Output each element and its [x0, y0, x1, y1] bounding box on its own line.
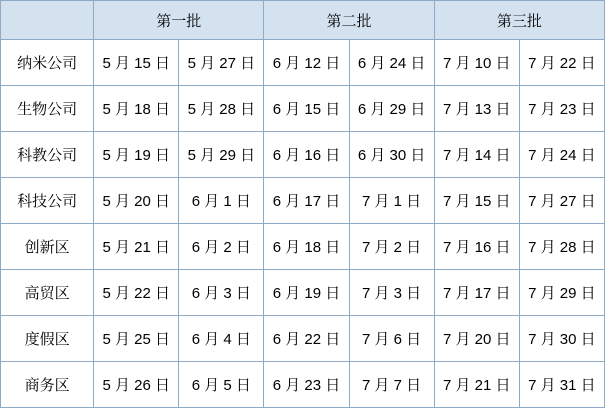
date-cell: 5 月 15 日	[94, 40, 179, 86]
date-cell: 6 月 12 日	[264, 40, 349, 86]
date-cell: 7 月 24 日	[519, 132, 604, 178]
date-cell: 7 月 16 日	[434, 224, 519, 270]
date-cell: 7 月 17 日	[434, 270, 519, 316]
table-row	[1, 86, 605, 132]
date-cell: 5 月 25 日	[94, 316, 179, 362]
date-cell: 7 月 7 日	[349, 362, 434, 408]
table-row	[1, 270, 605, 316]
date-cell: 7 月 13 日	[434, 86, 519, 132]
date-cell: 6 月 22 日	[264, 316, 349, 362]
date-cell: 5 月 29 日	[179, 132, 264, 178]
table-header-row	[1, 1, 605, 40]
date-cell: 5 月 26 日	[94, 362, 179, 408]
date-cell: 5 月 22 日	[94, 270, 179, 316]
date-cell: 5 月 18 日	[94, 86, 179, 132]
table-corner-cell	[1, 1, 94, 40]
date-cell: 7 月 31 日	[519, 362, 604, 408]
date-cell: 7 月 1 日	[349, 178, 434, 224]
date-cell: 7 月 6 日	[349, 316, 434, 362]
row-label: 商务区	[1, 362, 94, 408]
table-row	[1, 178, 605, 224]
date-cell: 7 月 27 日	[519, 178, 604, 224]
date-cell: 7 月 14 日	[434, 132, 519, 178]
table-row	[1, 224, 605, 270]
date-cell: 5 月 28 日	[179, 86, 264, 132]
date-cell: 6 月 15 日	[264, 86, 349, 132]
row-label: 科教公司	[1, 132, 94, 178]
table-row	[1, 362, 605, 408]
date-cell: 6 月 24 日	[349, 40, 434, 86]
date-cell: 6 月 17 日	[264, 178, 349, 224]
group-header-batch-3: 第三批	[434, 1, 604, 40]
row-label: 生物公司	[1, 86, 94, 132]
date-cell: 7 月 10 日	[434, 40, 519, 86]
date-cell: 6 月 16 日	[264, 132, 349, 178]
row-label: 度假区	[1, 316, 94, 362]
row-label: 高贸区	[1, 270, 94, 316]
date-cell: 7 月 3 日	[349, 270, 434, 316]
table-row	[1, 316, 605, 362]
date-cell: 6 月 23 日	[264, 362, 349, 408]
date-cell: 5 月 21 日	[94, 224, 179, 270]
date-cell: 6 月 4 日	[179, 316, 264, 362]
date-cell: 7 月 28 日	[519, 224, 604, 270]
date-cell: 7 月 2 日	[349, 224, 434, 270]
date-cell: 6 月 19 日	[264, 270, 349, 316]
date-cell: 6 月 1 日	[179, 178, 264, 224]
row-label: 纳米公司	[1, 40, 94, 86]
date-cell: 7 月 22 日	[519, 40, 604, 86]
row-label: 创新区	[1, 224, 94, 270]
date-cell: 7 月 20 日	[434, 316, 519, 362]
group-header-batch-1: 第一批	[94, 1, 264, 40]
table-row	[1, 132, 605, 178]
date-cell: 6 月 5 日	[179, 362, 264, 408]
table-body	[1, 40, 605, 408]
date-cell: 6 月 2 日	[179, 224, 264, 270]
date-cell: 5 月 19 日	[94, 132, 179, 178]
date-cell: 5 月 27 日	[179, 40, 264, 86]
date-cell: 6 月 18 日	[264, 224, 349, 270]
group-header-batch-2: 第二批	[264, 1, 434, 40]
date-cell: 6 月 3 日	[179, 270, 264, 316]
row-label: 科技公司	[1, 178, 94, 224]
date-cell: 6 月 30 日	[349, 132, 434, 178]
date-cell: 5 月 20 日	[94, 178, 179, 224]
date-cell: 7 月 30 日	[519, 316, 604, 362]
date-cell: 7 月 23 日	[519, 86, 604, 132]
table-row	[1, 40, 605, 86]
date-cell: 7 月 29 日	[519, 270, 604, 316]
date-cell: 6 月 29 日	[349, 86, 434, 132]
date-cell: 7 月 21 日	[434, 362, 519, 408]
date-cell: 7 月 15 日	[434, 178, 519, 224]
